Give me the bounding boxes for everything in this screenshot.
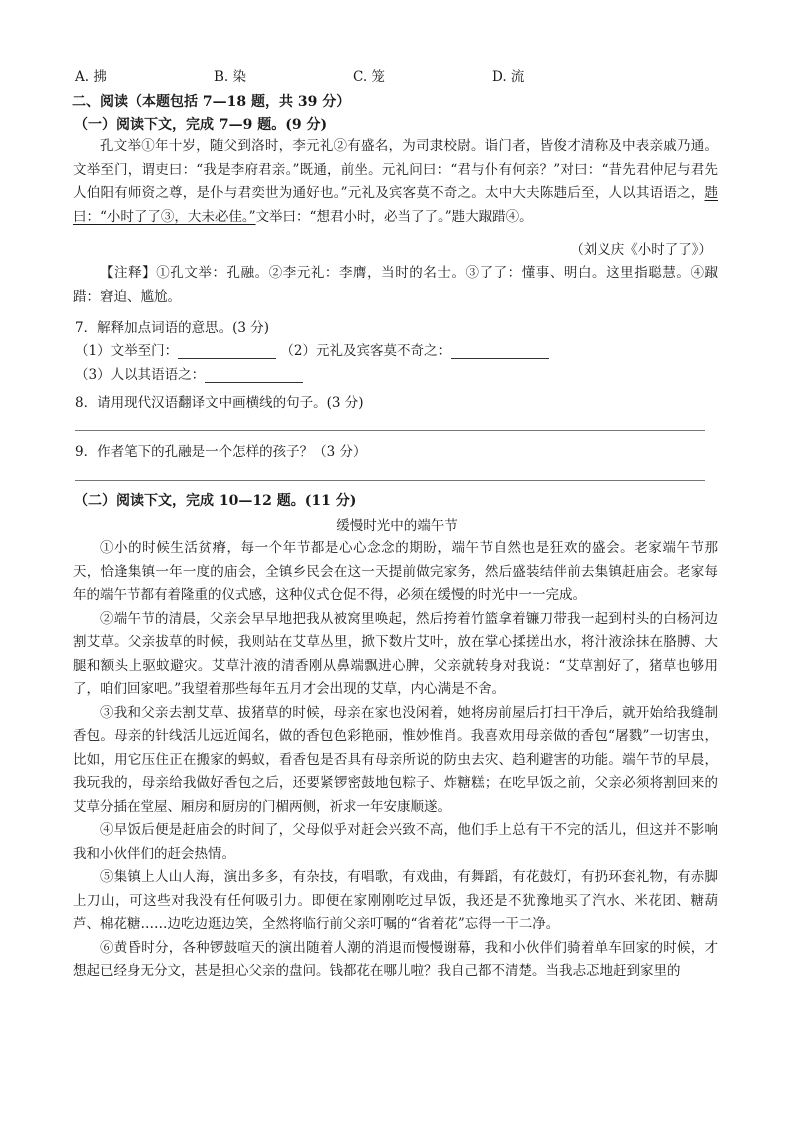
essay-paragraph: ②端午节的清晨，父亲会早早地把我从被窝里唤起，然后挎着竹篮拿着镰刀带我一起到村头的白杨河边割艾草。父亲拔草的时候，我则站在艾草丛里，掀下数片艾叶，放在掌心揉搓出水，将汁液涂抹在胳膊、大腿和额头上驱蚊避灾。艾草汁液的清香刚从鼻端飘进心脾，父亲就转身对我说：“艾草割好了，猪草也够用了，咱们回家吧。”我望着那些每年五月才会出现的艾草，内心满是不舍。 [73,610,718,697]
classical-passage [73,135,718,229]
essay-paragraph: ④早饭后便是赶庙会的时间了，父母似乎对赶会兴致不高，他们手上总有干不完的活儿，但这并不影响我和小伙伴们的赶会热情。 [73,822,718,862]
answer-blank[interactable] [451,344,549,359]
essay-paragraph: ①小的时候生活贫瘠，每一个年节都是心心念念的期盼，端午节自然也是狂欢的盛会。老家端午节那天，恰逢集镇一年一度的庙会，全镇乡民会在这一天提前做完家务，然后盛装结伴前去集镇赶庙会。老家每年的端午节都有着隆重的仪式感，这种仪式仓促不得，必须在缓慢的时光中一一完成。 [73,540,718,603]
question-8: 8．请用现代汉语翻译文中画横线的句子。(3 分) [75,395,364,411]
essay-body [73,537,718,984]
question-7: 7．解释加点词语的意思。(3 分) [75,320,270,336]
essay-paragraph: ⑥黄昏时分，各种锣鼓喧天的演出随着人潮的消退而慢慢谢幕，我和小伙伴们骑着单车回家的时候，才想起已经身无分文，甚是担心父亲的盘问。钱都花在哪儿啦？我自己都不清楚。当我忐忑地赶到家里的 [73,939,718,979]
passage-notes: 【注释】①孔文举：孔融。②李元礼：李膺，当时的名士。③了了：懂事、明白。这里指聪慧。④踧踖：窘迫、尴尬。 [73,265,718,305]
part1-heading: （一）阅读下文，完成 7—9 题。(9 分) [74,117,328,133]
question-7-subitems [75,339,549,359]
answer-line[interactable] [75,430,705,431]
option-b: B. 染 [214,69,247,85]
q7-item-3: （3）人以其语语之： [75,367,206,383]
q7-item-2: （2）元礼及宾客莫不奇之： [280,343,451,359]
answer-line[interactable] [75,480,705,481]
answer-blank[interactable] [205,368,303,383]
part2-heading: （二）阅读下文，完成 10—12 题。(11 分) [74,493,357,509]
essay-paragraph: ③我和父亲去割艾草、拔猪草的时候，母亲在家也没闲着，她将房前屋后打扫干净后，就开始给我缝制香包。母亲的针线活儿远近闻名，做的香包色彩艳丽，惟妙惟肖。我喜欢用母亲做的香包“屠戮”一切害虫，比如，用它压住正在搬家的蚂蚁，看香包是否具有母亲所说的防虫去灾、趋利避害的功能。端午节的早晨，我玩我的，母亲给我做好香包之后，还要紧锣密鼓地包粽子、炸糖糕；在吃早饭之前，父亲必须将割回来的艾草分插在堂屋、厢房和厨房的门楣两侧，祈求一年安康顺遂。 [73,704,718,815]
essay-paragraph: ⑤集镇上人山人海，演出多多，有杂技，有唱歌，有戏曲，有舞蹈，有花鼓灯，有扔环套礼物，有赤脚上刀山，可这些对我没有任何吸引力。即便在家刚刚吃过早饭，我还是不犹豫地买了汽水、米花团、糖葫芦、棉花糖……边吃边逛边笑，全然将临行前父亲叮嘱的“省着花”忘得一干二净。 [73,869,718,932]
essay-title: 缓慢时光中的端午节 [336,518,458,534]
passage-source: （刘义庆《小时了了》） [570,242,712,258]
passage-text-b: 文举曰：“想君小时，必当了了。”韪大踧踖④。 [255,208,533,225]
underlined-sentence: 韪曰：“小时了了③，大未必佳。” [73,185,718,225]
question-7-subitem-3 [75,363,303,383]
answer-options [75,65,675,83]
option-a: A. 拂 [75,69,107,85]
section-heading: 二、阅读（本题包括 7—18 题，共 39 分） [72,94,351,110]
option-c: C. 笼 [353,69,385,85]
passage-text-a: 孔文举①年十岁，随父到洛时，李元礼②有盛名，为司隶校尉。诣门者，皆俊才清称及中表亲戚乃通。文举至门，谓吏曰：“我是李府君亲。”既通，前坐。元礼问曰：“君与仆有何亲？”对曰：“昔先君仲尼与君先人伯阳有师资之尊，是仆与君奕世为通好也。”元礼及宾客莫不奇之。太中大夫陈韪后至，人以其语语之， [73,138,718,201]
q7-item-1: （1）文举至门： [75,343,179,359]
option-d: D. 流 [492,69,525,85]
answer-blank[interactable] [178,344,276,359]
question-9: 9．作者笔下的孔融是一个怎样的孩子？（3 分） [75,444,367,460]
